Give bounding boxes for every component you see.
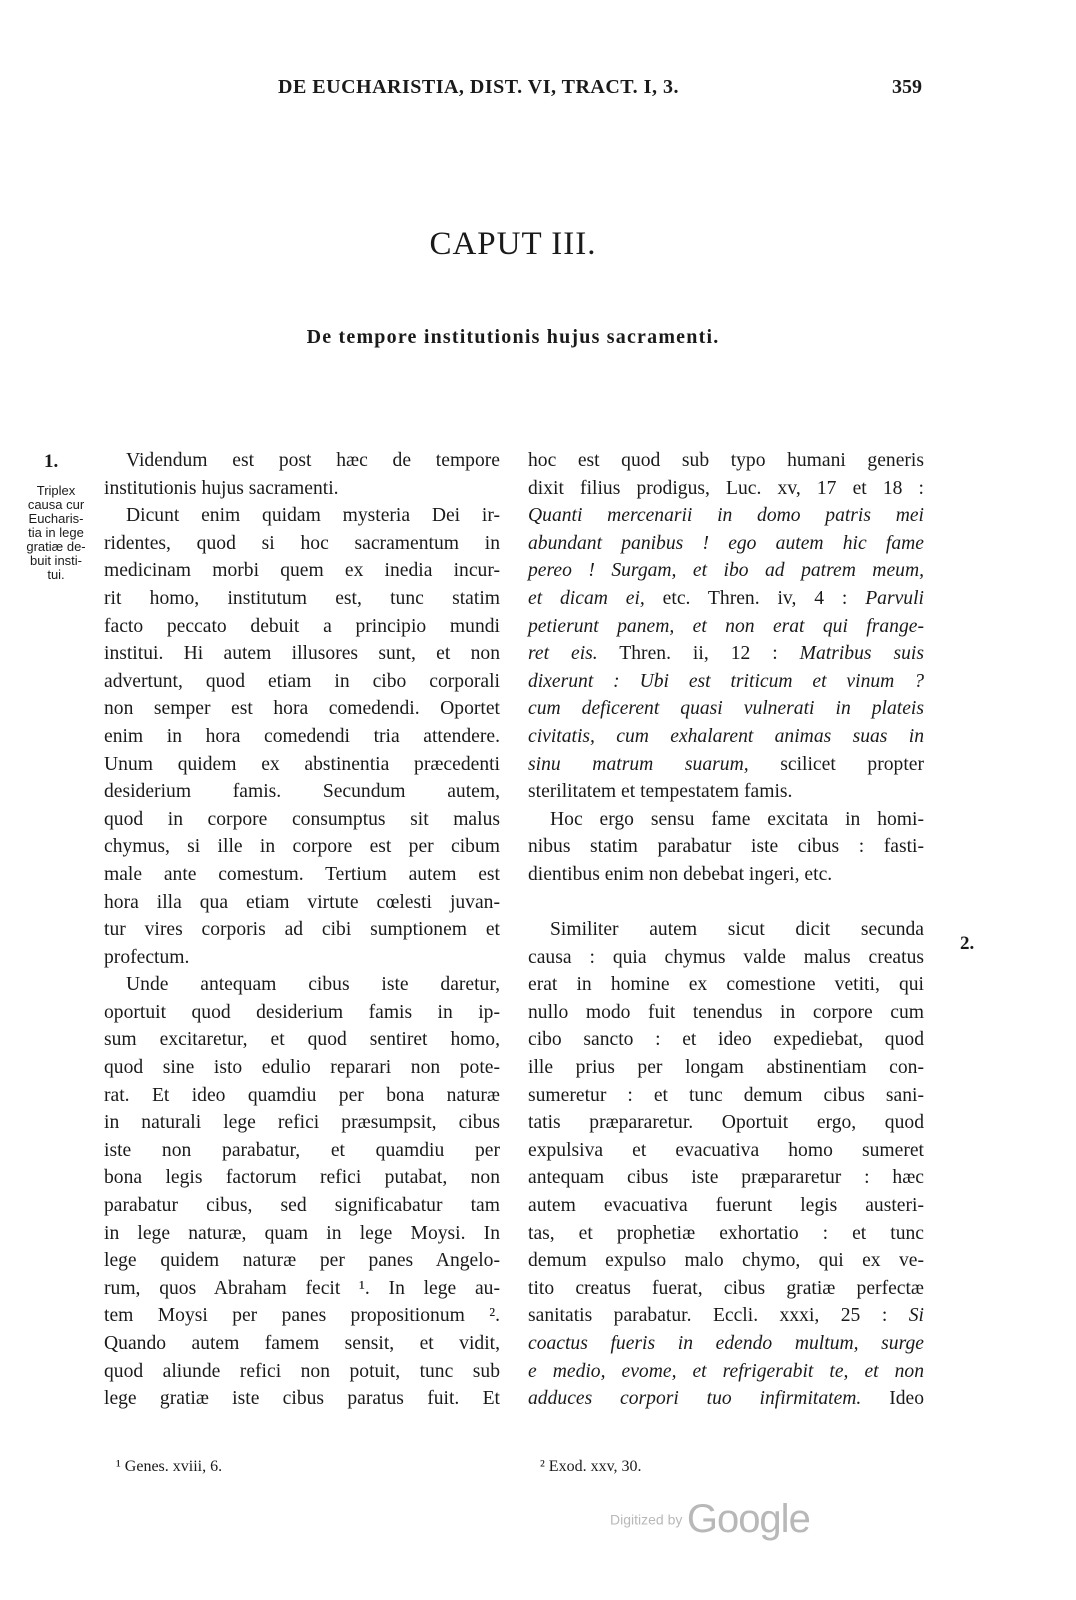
margin-note [16, 484, 96, 582]
digitized-watermark [610, 1497, 810, 1542]
text-line: bona legis factorum refici putabat, non [104, 1167, 500, 1189]
text-line: in lege naturæ, quam in lege Moysi. In [104, 1222, 500, 1244]
section-number-1: 1. [44, 451, 59, 472]
text-line: ridentes, quod si hoc sacramentum in [104, 532, 500, 554]
text-line: quod sine isto edulio reparari non pote- [104, 1057, 500, 1079]
text-line: rum, quos Abraham fecit ¹. In lege au- [104, 1277, 500, 1299]
text-line: Similiter autem sicut dicit secunda [550, 919, 924, 941]
text-line: cibo sancto : et ideo expediebat, quod [528, 1029, 924, 1051]
margin-note-line: tui. [47, 567, 65, 582]
text-line: facto peccato debuit a principio mundi [104, 615, 500, 637]
text-line: desiderium famis. Secundum autem, [104, 781, 500, 803]
text-line: nibus statim parabatur iste cibus : fasti- [528, 836, 924, 858]
text-line: civitatis, cum exhalarent animas suas in [528, 725, 924, 747]
chapter-title: CAPUT III. [429, 226, 597, 262]
text-line: sinu matrum suarum, scilicet propter [528, 753, 924, 775]
text-line: Quanti mercenarii in domo patris mei [528, 505, 924, 527]
text-line: male ante comestum. Tertium autem est [104, 863, 500, 885]
margin-note-line: gratiæ de- [26, 539, 86, 554]
text-line: ret eis. Thren. ii, 12 : Matribus suis [528, 643, 924, 665]
text-line: rat. Et ideo quamdiu per bona naturæ [104, 1084, 500, 1106]
text-line: dixit filius prodigus, Luc. xv, 17 et 18 : [528, 477, 924, 499]
page-number: 359 [892, 76, 922, 98]
text-line: petierunt panem, et non erat qui frange- [528, 615, 924, 637]
text-line: coactus fueris in edendo multum, surge [528, 1333, 924, 1354]
text-line: oportuit quod desiderium famis in ip- [104, 1001, 500, 1023]
text-line: Unum quidem ex abstinentia præcedenti [104, 753, 500, 775]
text-line: abundant panibus ! ego autem hic fame [528, 532, 924, 554]
text-line: antequam cibus iste præpararetur : hæc [528, 1167, 924, 1189]
text-line: hora illa qua etiam virtute cœlesti juvan- [104, 891, 500, 913]
text-line: ille prius per longam abstinentiam con- [528, 1057, 924, 1079]
text-line: tito creatus fuerat, cibus gratiæ perfectæ [528, 1277, 924, 1299]
text-line: lege gratiæ iste cibus paratus fuit. Et [104, 1388, 500, 1410]
text-line: quod aliunde refici non potuit, tunc sub [104, 1360, 500, 1382]
text-line: tur vires corporis ad cibi sumptionem et [104, 919, 500, 941]
text-line: Videndum est post hæc de tempore [126, 450, 500, 471]
text-line: non semper est hora comedendi. Oportet [104, 698, 500, 720]
footnote-2: ² Exod. xxv, 30. [540, 1458, 642, 1475]
text-line: Hoc ergo sensu fame excitata in homi- [550, 808, 924, 830]
text-line: sterilitatem et tempestatem famis. [528, 781, 793, 803]
text-line: institutionis hujus sacramenti. [104, 477, 339, 499]
text-line: dientibus enim non debebat ingeri, etc. [528, 863, 833, 885]
text-line: sumeretur : et tunc demum cibus sani- [528, 1084, 924, 1106]
text-line: profectum. [104, 946, 190, 968]
text-line: tas, et prophetiæ exhortatio : et tunc [528, 1222, 924, 1244]
text-line: erat in homine ex comestione vetiti, qui [528, 974, 924, 996]
text-line: enim in hora comedendi tria attendere. [104, 725, 500, 747]
text-line: institui. Hi autem illusores sunt, et non [104, 643, 500, 665]
text-line: e medio, evome, et refrigerabit te, et non [528, 1360, 924, 1382]
text-line: demum expulso malo chymo, qui ex ve- [528, 1250, 924, 1272]
margin-note-line: buit insti- [29, 553, 83, 568]
text-line: dixerunt : Ubi est triticum et vinum ? [528, 670, 924, 692]
text-line: iste non parabatur, et quamdiu per [104, 1139, 500, 1161]
text-line: nullo modo fuit tenendus in corpore cum [528, 1001, 924, 1023]
chapter-subtitle: De tempore institutionis hujus sacramenti. [306, 326, 720, 348]
right-column [528, 447, 924, 1413]
text-line: Unde antequam cibus iste daretur, [126, 974, 500, 996]
running-title: DE EUCHARISTIA, DIST. VI, TRACT. I, 3. [278, 76, 679, 98]
text-line: medicinam morbi quem ex inedia incur- [104, 560, 500, 582]
text-line: rit homo, institutum est, tunc statim [104, 587, 500, 609]
left-column [104, 447, 500, 1413]
text-line: lege quidem naturæ per panes Angelo- [104, 1250, 500, 1272]
margin-note-line: Triplex [36, 483, 76, 498]
text-line: expulsiva et evacuativa homo sumeret [528, 1139, 924, 1161]
section-number-2: 2. [960, 933, 975, 954]
text-line: parabatur cibus, sed significabatur tam [104, 1195, 500, 1217]
text-line: hoc est quod sub typo humani generis [528, 450, 924, 471]
margin-note-line: Eucharis- [28, 511, 84, 526]
text-line: pereo ! Surgam, et ibo ad patrem meum, [528, 560, 924, 582]
text-line: autem evacuativa fuerunt legis austeri- [528, 1195, 924, 1217]
margin-note-line: tia in lege [28, 525, 84, 540]
footnote-1: ¹ Genes. xviii, 6. [116, 1458, 223, 1475]
text-line: tatis præpararetur. Oportuit ergo, quod [528, 1112, 924, 1134]
text-line: advertunt, quod etiam in cibo corporali [104, 670, 500, 692]
text-line: cum deficerent quasi vulnerati in plateis [528, 698, 924, 720]
text-line: sanitatis parabatur. Eccli. xxxi, 25 : Si [528, 1305, 924, 1327]
text-line: sum excitaretur, et quod sentiret homo, [104, 1029, 500, 1051]
text-line: causa : quia chymus valde malus creatus [528, 946, 924, 968]
margin-note-line: causa cur [27, 497, 85, 512]
text-line: tem Moysi per panes propositionum ². [104, 1305, 500, 1327]
text-line: Quando autem famem sensit, et vidit, [104, 1333, 500, 1354]
text-line: in naturali lege refici præsumpsit, cibus [104, 1112, 500, 1134]
text-line: quod in corpore consumptus sit malus [104, 808, 500, 830]
digitized-prefix: Digitized by [610, 1511, 683, 1528]
text-line: adduces corpori tuo infirmitatem. Ideo [528, 1388, 925, 1410]
text-line: Dicunt enim quidam mysteria Dei ir- [126, 505, 500, 527]
google-logo: Google [686, 1497, 810, 1541]
text-line: et dicam ei, etc. Thren. iv, 4 : Parvuli [528, 587, 924, 609]
text-line: chymus, si ille in corpore est per cibum [104, 836, 500, 858]
